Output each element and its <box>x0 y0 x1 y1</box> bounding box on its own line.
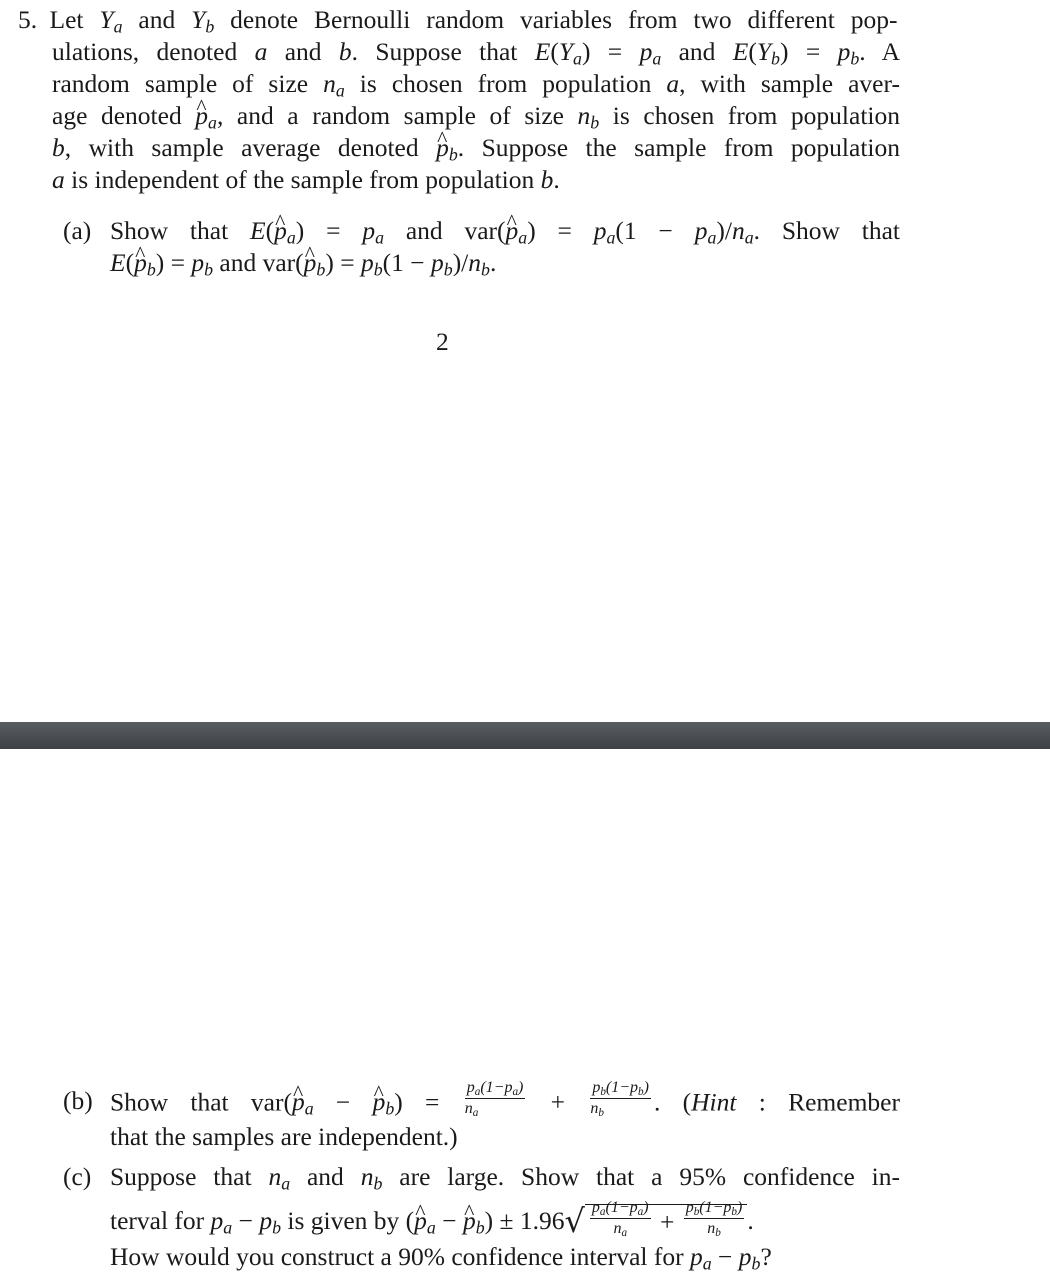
part-b-label: (b) <box>63 1086 93 1115</box>
part-c-line-2: terval for $p_a - p_b$ is given by (^ $p_a$ − ^ $p_b) \pm 1.96√$ $\frac{p_a(1-p_a)}{n_a}$ + $\frac{p_b(1-p_b)}{n_b}$ . <box>110 1203 754 1244</box>
square-root: √ $\frac{p_a(1-p_a)}{n_a}$ + $\frac{p_b(1-p_b)}{n_b}$ <box>565 1203 748 1244</box>
intro-line-4: age denoted ^ $p_a$, and a random sample of size $n_b$ is chosen from population <box>52 100 900 132</box>
intro-line-2: ulations, denoted a and b. Suppose that $E(Y_a) = p_a$ and $E(Y_b) = p_b$. A <box>52 37 900 69</box>
page-number: 2 <box>436 327 449 356</box>
intro-line-5: b, with sample average denoted ^ $p_b$. Suppose the sample from population <box>52 132 900 164</box>
fraction-a: $\frac{p_a(1-p_a)}{n_a}$ <box>464 1079 524 1119</box>
part-a-label: (a) <box>63 216 92 245</box>
part-a-line-2: E(^ $p_b) = p_b$ and var(^ $p_b) = p_b(1 - p_b)/n_b$. <box>110 247 496 279</box>
problem-number: 5. <box>18 5 38 34</box>
part-a-line-1: Show that E(^ $p_a) = p_a$ and var(^ $p_a) = p_a(1 - p_a)/n_a$. Show that <box>110 215 900 247</box>
part-c-line-1: Suppose that $n_a$ and $n_b$ are large. Show that a 95% confidence in- <box>110 1162 901 1194</box>
intro-line-6: a is independent of the sample from population b. <box>52 165 560 194</box>
part-b-line-1: Show that var(^ $p_a$ − ^ $p_b$) = $\frac{p_a(1-p_a)}{n_a}$ + $\frac{p_b(1-p_b)}{n_b}$ . (Hint : Remember <box>110 1085 900 1124</box>
part-b-line-2: that the samples are independent.) <box>110 1122 458 1151</box>
fraction-b: $\frac{p_b(1-p_b)}{n_b}$ <box>590 1079 649 1119</box>
intro-line-3: random sample of size $n_a$ is chosen from population a, with sample aver- <box>52 69 900 101</box>
intro-line-1: 5. Let $Y_a$ and $Y_b$ denote Bernoulli random variables from two different pop- <box>18 5 898 37</box>
part-c-line-3: How would you construct a 90% confidence interval for $p_a - p_b$? <box>110 1242 772 1274</box>
part-c-label: (c) <box>63 1162 92 1191</box>
page-divider <box>0 722 1050 749</box>
